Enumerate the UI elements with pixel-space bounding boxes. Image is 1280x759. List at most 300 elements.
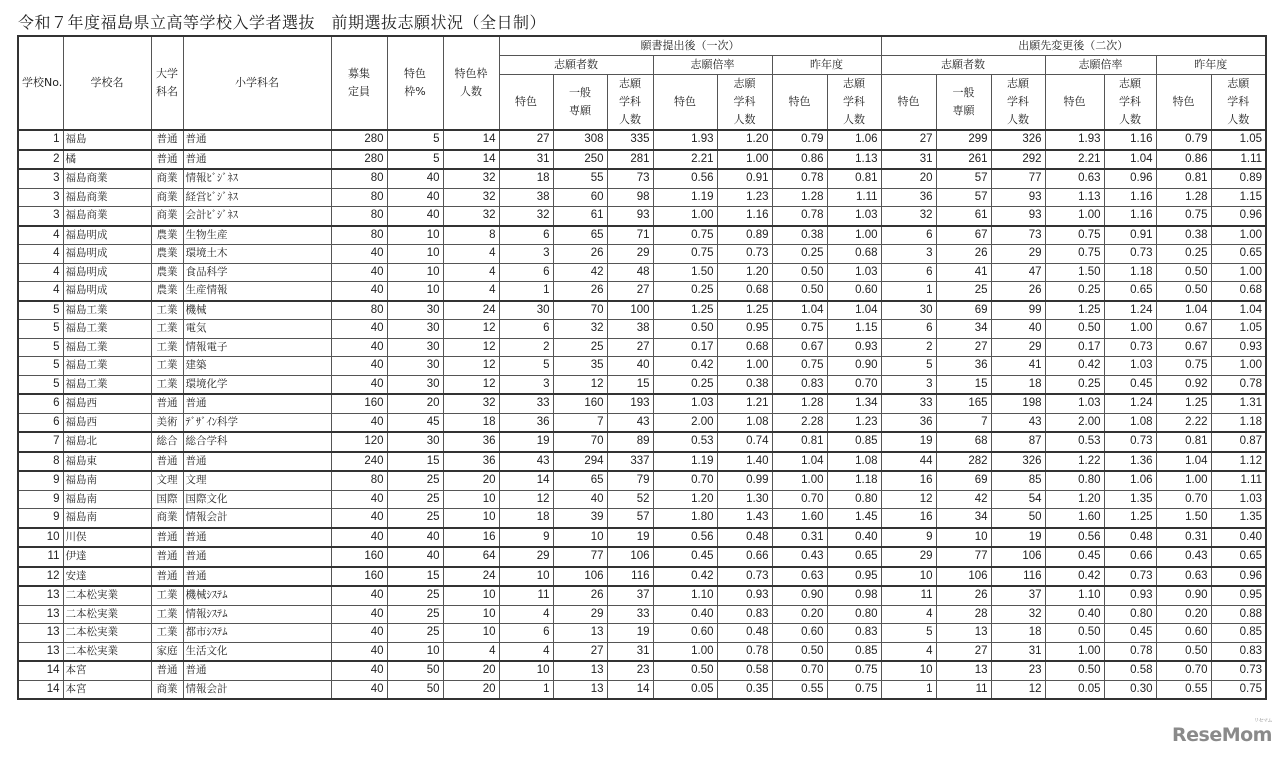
cell-p2-last-total: 1.31 xyxy=(1211,394,1266,413)
cell-p2-ratio-tokushoku: 0.45 xyxy=(1045,547,1104,567)
cell-school-name: 福島明成 xyxy=(63,226,151,245)
cell-p1-ratio-tokushoku: 0.70 xyxy=(653,471,717,490)
cell-capacity: 160 xyxy=(331,394,387,413)
cell-minor-dept: 普通 xyxy=(183,661,331,680)
cell-p2-ratio-tokushoku: 0.25 xyxy=(1045,375,1104,394)
cell-capacity: 280 xyxy=(331,130,387,150)
cell-p1-last-tokushoku: 0.75 xyxy=(772,320,827,339)
cell-p2-total: 198 xyxy=(991,394,1045,413)
cell-p2-general: 26 xyxy=(936,586,991,605)
cell-school-name: 福島工業 xyxy=(63,320,151,339)
cell-tokushoku-count: 32 xyxy=(443,169,499,188)
subheader-general-2-1: 一般 専願 xyxy=(936,75,991,131)
cell-p2-ratio-tokushoku: 1.22 xyxy=(1045,452,1104,472)
cell-p2-last-total: 1.11 xyxy=(1211,471,1266,490)
cell-p2-last-tokushoku: 0.75 xyxy=(1156,357,1211,376)
cell-p2-tokushoku: 5 xyxy=(881,624,936,643)
cell-p2-last-tokushoku: 0.25 xyxy=(1156,245,1211,264)
cell-p1-general: 308 xyxy=(553,130,607,150)
cell-p1-ratio-tokushoku: 1.93 xyxy=(653,130,717,150)
cell-p1-total: 19 xyxy=(607,528,653,548)
cell-p1-tokushoku: 36 xyxy=(499,413,553,432)
cell-tokushoku-count: 18 xyxy=(443,413,499,432)
cell-p1-general: 25 xyxy=(553,338,607,357)
cell-p1-last-total: 0.90 xyxy=(827,357,881,376)
cell-p1-ratio-tokushoku: 0.60 xyxy=(653,624,717,643)
cell-school-name: 福島明成 xyxy=(63,282,151,301)
header-capacity: 募集 定員 xyxy=(331,36,387,130)
cell-p2-last-tokushoku: 0.50 xyxy=(1156,642,1211,661)
cell-p2-last-total: 0.89 xyxy=(1211,169,1266,188)
cell-p1-last-tokushoku: 0.50 xyxy=(772,282,827,301)
cell-p2-tokushoku: 4 xyxy=(881,642,936,661)
cell-minor-dept: 情報電子 xyxy=(183,338,331,357)
cell-school-no: 3 xyxy=(18,188,63,207)
cell-p2-ratio-total: 0.45 xyxy=(1104,624,1156,643)
cell-p2-total: 47 xyxy=(991,263,1045,282)
cell-p1-general: 40 xyxy=(553,490,607,509)
cell-p1-tokushoku: 2 xyxy=(499,338,553,357)
cell-p1-last-total: 0.98 xyxy=(827,586,881,605)
cell-p1-total: 93 xyxy=(607,207,653,226)
cell-p1-ratio-total: 0.93 xyxy=(717,586,772,605)
cell-p1-general: 13 xyxy=(553,624,607,643)
cell-p1-general: 29 xyxy=(553,605,607,624)
cell-p1-ratio-tokushoku: 1.20 xyxy=(653,490,717,509)
cell-p2-last-tokushoku: 0.67 xyxy=(1156,338,1211,357)
cell-p1-last-total: 0.85 xyxy=(827,432,881,452)
cell-p2-ratio-total: 0.73 xyxy=(1104,567,1156,587)
cell-p1-general: 10 xyxy=(553,528,607,548)
cell-p1-tokushoku: 4 xyxy=(499,642,553,661)
cell-major-dept: 普通 xyxy=(151,150,183,170)
cell-p1-ratio-total: 1.30 xyxy=(717,490,772,509)
table-row xyxy=(18,150,1266,170)
cell-tokushoku-count: 4 xyxy=(443,245,499,264)
cell-p1-total: 116 xyxy=(607,567,653,587)
cell-p1-last-tokushoku: 0.79 xyxy=(772,130,827,150)
cell-p1-ratio-tokushoku: 1.00 xyxy=(653,207,717,226)
cell-p1-tokushoku: 18 xyxy=(499,509,553,528)
table-row xyxy=(18,394,1266,413)
table-row xyxy=(18,452,1266,472)
cell-tokushoku-count: 12 xyxy=(443,338,499,357)
cell-p2-ratio-tokushoku: 0.05 xyxy=(1045,680,1104,699)
cell-p1-tokushoku: 6 xyxy=(499,320,553,339)
cell-capacity: 80 xyxy=(331,226,387,245)
cell-minor-dept: 普通 xyxy=(183,150,331,170)
table-row xyxy=(18,567,1266,587)
cell-p2-total: 50 xyxy=(991,509,1045,528)
cell-school-name: 福島商業 xyxy=(63,169,151,188)
cell-p1-last-tokushoku: 0.63 xyxy=(772,567,827,587)
cell-tokushoku-count: 36 xyxy=(443,432,499,452)
cell-p2-tokushoku: 6 xyxy=(881,320,936,339)
cell-p2-last-tokushoku: 0.92 xyxy=(1156,375,1211,394)
cell-minor-dept: 都市ｼｽﾃﾑ xyxy=(183,624,331,643)
cell-p2-last-total: 0.78 xyxy=(1211,375,1266,394)
cell-p1-last-tokushoku: 0.20 xyxy=(772,605,827,624)
cell-p2-total: 54 xyxy=(991,490,1045,509)
cell-p2-general: 42 xyxy=(936,490,991,509)
subheader-dept-total-2-4: 志願 学科 人数 xyxy=(1104,75,1156,131)
cell-tokushoku-count: 32 xyxy=(443,188,499,207)
cell-major-dept: 普通 xyxy=(151,130,183,150)
cell-p1-tokushoku: 31 xyxy=(499,150,553,170)
cell-p2-ratio-total: 1.16 xyxy=(1104,130,1156,150)
page-title: 令和７年度福島県立高等学校入学者選抜 前期選抜志願状況（全日制） xyxy=(18,13,547,32)
cell-tokushoku-pct: 5 xyxy=(387,130,443,150)
cell-p2-last-tokushoku: 0.50 xyxy=(1156,282,1211,301)
cell-p2-tokushoku: 32 xyxy=(881,207,936,226)
cell-major-dept: 工業 xyxy=(151,624,183,643)
cell-p1-ratio-total: 1.43 xyxy=(717,509,772,528)
cell-p2-total: 26 xyxy=(991,282,1045,301)
cell-p2-ratio-tokushoku: 0.50 xyxy=(1045,624,1104,643)
cell-p1-ratio-total: 0.73 xyxy=(717,567,772,587)
cell-p1-ratio-total: 0.68 xyxy=(717,282,772,301)
cell-p2-total: 40 xyxy=(991,320,1045,339)
cell-major-dept: 商業 xyxy=(151,680,183,699)
cell-p2-total: 41 xyxy=(991,357,1045,376)
cell-p1-ratio-total: 0.83 xyxy=(717,605,772,624)
cell-school-no: 1 xyxy=(18,130,63,150)
cell-p2-general: 36 xyxy=(936,357,991,376)
cell-school-no: 3 xyxy=(18,207,63,226)
cell-p2-ratio-tokushoku: 0.50 xyxy=(1045,661,1104,680)
cell-school-no: 2 xyxy=(18,150,63,170)
cell-p2-last-tokushoku: 1.50 xyxy=(1156,509,1211,528)
cell-p2-ratio-tokushoku: 0.25 xyxy=(1045,282,1104,301)
cell-p2-last-total: 1.12 xyxy=(1211,452,1266,472)
cell-school-no: 4 xyxy=(18,282,63,301)
cell-p2-last-total: 0.95 xyxy=(1211,586,1266,605)
cell-p2-last-total: 1.05 xyxy=(1211,320,1266,339)
cell-p2-ratio-tokushoku: 2.21 xyxy=(1045,150,1104,170)
cell-minor-dept: 文理 xyxy=(183,471,331,490)
cell-p2-general: 26 xyxy=(936,245,991,264)
cell-major-dept: 商業 xyxy=(151,207,183,226)
cell-p2-last-tokushoku: 1.00 xyxy=(1156,471,1211,490)
cell-tokushoku-pct: 10 xyxy=(387,245,443,264)
cell-p2-last-tokushoku: 1.25 xyxy=(1156,394,1211,413)
cell-p2-ratio-total: 1.24 xyxy=(1104,301,1156,320)
cell-p1-tokushoku: 6 xyxy=(499,263,553,282)
cell-p2-ratio-tokushoku: 0.53 xyxy=(1045,432,1104,452)
cell-tokushoku-pct: 30 xyxy=(387,357,443,376)
cell-major-dept: 農業 xyxy=(151,226,183,245)
cell-tokushoku-pct: 40 xyxy=(387,188,443,207)
cell-p1-last-tokushoku: 0.50 xyxy=(772,263,827,282)
cell-tokushoku-count: 14 xyxy=(443,130,499,150)
cell-p2-general: 165 xyxy=(936,394,991,413)
cell-minor-dept: 会計ﾋﾞｼﾞﾈｽ xyxy=(183,207,331,226)
cell-p1-ratio-total: 0.89 xyxy=(717,226,772,245)
cell-school-no: 5 xyxy=(18,357,63,376)
table-row xyxy=(18,357,1266,376)
table-row xyxy=(18,169,1266,188)
subheader-dept-total-2-2: 志願 学科 人数 xyxy=(991,75,1045,131)
table-row xyxy=(18,338,1266,357)
cell-p2-ratio-total: 1.24 xyxy=(1104,394,1156,413)
cell-p1-ratio-tokushoku: 0.42 xyxy=(653,357,717,376)
header-ratio-2: 志願倍率 xyxy=(1045,56,1156,75)
cell-p2-tokushoku: 6 xyxy=(881,263,936,282)
cell-p2-ratio-total: 0.73 xyxy=(1104,245,1156,264)
cell-p1-total: 335 xyxy=(607,130,653,150)
table-row xyxy=(18,226,1266,245)
cell-p1-tokushoku: 10 xyxy=(499,567,553,587)
cell-p1-ratio-tokushoku: 0.25 xyxy=(653,375,717,394)
cell-p1-ratio-total: 0.91 xyxy=(717,169,772,188)
cell-school-no: 6 xyxy=(18,413,63,432)
table-row xyxy=(18,680,1266,699)
cell-school-no: 13 xyxy=(18,605,63,624)
cell-school-no: 4 xyxy=(18,226,63,245)
cell-p1-general: 60 xyxy=(553,188,607,207)
cell-p1-last-total: 1.03 xyxy=(827,207,881,226)
cell-p2-total: 37 xyxy=(991,586,1045,605)
cell-school-name: 本宮 xyxy=(63,661,151,680)
cell-school-name: 二本松実業 xyxy=(63,605,151,624)
cell-p2-ratio-tokushoku: 0.42 xyxy=(1045,567,1104,587)
cell-p2-last-total: 1.18 xyxy=(1211,413,1266,432)
cell-p2-tokushoku: 9 xyxy=(881,528,936,548)
cell-p2-last-tokushoku: 0.43 xyxy=(1156,547,1211,567)
cell-p2-tokushoku: 5 xyxy=(881,357,936,376)
cell-p2-ratio-total: 1.16 xyxy=(1104,188,1156,207)
cell-p2-last-total: 1.15 xyxy=(1211,188,1266,207)
cell-tokushoku-count: 24 xyxy=(443,301,499,320)
cell-p2-general: 27 xyxy=(936,642,991,661)
cell-p2-ratio-total: 0.45 xyxy=(1104,375,1156,394)
cell-major-dept: 工業 xyxy=(151,338,183,357)
cell-p2-last-total: 1.04 xyxy=(1211,301,1266,320)
cell-school-no: 12 xyxy=(18,567,63,587)
cell-p1-ratio-tokushoku: 0.75 xyxy=(653,226,717,245)
cell-p1-last-tokushoku: 1.04 xyxy=(772,452,827,472)
cell-p2-last-total: 1.05 xyxy=(1211,130,1266,150)
cell-p2-total: 326 xyxy=(991,452,1045,472)
cell-p2-last-tokushoku: 0.31 xyxy=(1156,528,1211,548)
cell-school-no: 7 xyxy=(18,432,63,452)
cell-minor-dept: 情報ﾋﾞｼﾞﾈｽ xyxy=(183,169,331,188)
cell-major-dept: 普通 xyxy=(151,661,183,680)
cell-p1-tokushoku: 27 xyxy=(499,130,553,150)
cell-p2-tokushoku: 29 xyxy=(881,547,936,567)
cell-p2-last-tokushoku: 1.04 xyxy=(1156,301,1211,320)
cell-p1-general: 65 xyxy=(553,471,607,490)
cell-p1-ratio-total: 1.16 xyxy=(717,207,772,226)
cell-school-name: 福島西 xyxy=(63,394,151,413)
cell-p1-tokushoku: 33 xyxy=(499,394,553,413)
cell-p2-total: 73 xyxy=(991,226,1045,245)
table-row xyxy=(18,586,1266,605)
cell-p2-total: 29 xyxy=(991,245,1045,264)
logo-text: ReseMom xyxy=(1172,724,1272,746)
cell-p1-general: 39 xyxy=(553,509,607,528)
cell-p2-general: 25 xyxy=(936,282,991,301)
cell-minor-dept: 普通 xyxy=(183,567,331,587)
cell-p1-total: 48 xyxy=(607,263,653,282)
cell-minor-dept: 建築 xyxy=(183,357,331,376)
table-row xyxy=(18,282,1266,301)
cell-p2-ratio-tokushoku: 0.56 xyxy=(1045,528,1104,548)
cell-p1-ratio-total: 0.74 xyxy=(717,432,772,452)
cell-p1-last-tokushoku: 0.70 xyxy=(772,661,827,680)
cell-p1-last-total: 1.34 xyxy=(827,394,881,413)
table-row xyxy=(18,188,1266,207)
cell-p2-total: 106 xyxy=(991,547,1045,567)
cell-p1-tokushoku: 19 xyxy=(499,432,553,452)
cell-capacity: 40 xyxy=(331,490,387,509)
table-row xyxy=(18,432,1266,452)
cell-tokushoku-pct: 40 xyxy=(387,207,443,226)
cell-p1-ratio-tokushoku: 1.10 xyxy=(653,586,717,605)
subheader-dept-total-2-6: 志願 学科 人数 xyxy=(1211,75,1266,131)
cell-p1-ratio-tokushoku: 0.05 xyxy=(653,680,717,699)
table-row xyxy=(18,490,1266,509)
cell-p2-ratio-tokushoku: 0.42 xyxy=(1045,357,1104,376)
cell-tokushoku-count: 36 xyxy=(443,452,499,472)
cell-p1-ratio-total: 1.40 xyxy=(717,452,772,472)
cell-p1-last-total: 0.81 xyxy=(827,169,881,188)
cell-school-no: 4 xyxy=(18,245,63,264)
table-row xyxy=(18,301,1266,320)
cell-p2-general: 41 xyxy=(936,263,991,282)
cell-p1-ratio-total: 0.48 xyxy=(717,528,772,548)
cell-p2-tokushoku: 36 xyxy=(881,188,936,207)
cell-p1-total: 79 xyxy=(607,471,653,490)
cell-p1-last-total: 1.15 xyxy=(827,320,881,339)
cell-p2-ratio-total: 0.93 xyxy=(1104,586,1156,605)
cell-minor-dept: 機械ｼｽﾃﾑ xyxy=(183,586,331,605)
cell-p1-ratio-total: 1.20 xyxy=(717,130,772,150)
cell-p2-general: 27 xyxy=(936,338,991,357)
cell-tokushoku-count: 20 xyxy=(443,471,499,490)
cell-major-dept: 農業 xyxy=(151,245,183,264)
cell-tokushoku-pct: 45 xyxy=(387,413,443,432)
cell-p1-last-total: 1.00 xyxy=(827,226,881,245)
cell-capacity: 40 xyxy=(331,528,387,548)
cell-p2-total: 23 xyxy=(991,661,1045,680)
cell-capacity: 40 xyxy=(331,357,387,376)
cell-p1-tokushoku: 32 xyxy=(499,207,553,226)
cell-p1-general: 55 xyxy=(553,169,607,188)
cell-p1-general: 27 xyxy=(553,642,607,661)
cell-school-no: 9 xyxy=(18,509,63,528)
cell-p1-total: 14 xyxy=(607,680,653,699)
cell-p2-total: 12 xyxy=(991,680,1045,699)
cell-p1-tokushoku: 43 xyxy=(499,452,553,472)
cell-p2-tokushoku: 12 xyxy=(881,490,936,509)
cell-p2-ratio-total: 0.73 xyxy=(1104,432,1156,452)
cell-p2-last-tokushoku: 1.28 xyxy=(1156,188,1211,207)
cell-capacity: 40 xyxy=(331,245,387,264)
cell-p2-ratio-total: 0.78 xyxy=(1104,642,1156,661)
cell-p1-ratio-total: 1.20 xyxy=(717,263,772,282)
cell-p1-total: 57 xyxy=(607,509,653,528)
cell-p1-ratio-tokushoku: 1.19 xyxy=(653,188,717,207)
cell-major-dept: 工業 xyxy=(151,375,183,394)
cell-p1-last-tokushoku: 0.25 xyxy=(772,245,827,264)
cell-p2-general: 69 xyxy=(936,471,991,490)
cell-p1-last-tokushoku: 2.28 xyxy=(772,413,827,432)
cell-minor-dept: 情報ｼｽﾃﾑ xyxy=(183,605,331,624)
cell-p2-tokushoku: 3 xyxy=(881,375,936,394)
cell-minor-dept: 情報会計 xyxy=(183,680,331,699)
cell-p1-ratio-tokushoku: 0.45 xyxy=(653,547,717,567)
cell-capacity: 40 xyxy=(331,605,387,624)
table-row xyxy=(18,263,1266,282)
table-row xyxy=(18,375,1266,394)
table-row xyxy=(18,413,1266,432)
cell-p1-last-total: 1.04 xyxy=(827,301,881,320)
cell-tokushoku-pct: 25 xyxy=(387,605,443,624)
cell-p2-ratio-tokushoku: 1.20 xyxy=(1045,490,1104,509)
cell-p2-last-total: 0.65 xyxy=(1211,245,1266,264)
cell-p1-ratio-tokushoku: 1.19 xyxy=(653,452,717,472)
cell-p2-ratio-total: 1.03 xyxy=(1104,357,1156,376)
cell-tokushoku-pct: 10 xyxy=(387,226,443,245)
cell-school-name: 二本松実業 xyxy=(63,642,151,661)
table-row xyxy=(18,245,1266,264)
cell-p2-ratio-total: 0.66 xyxy=(1104,547,1156,567)
cell-p1-last-total: 0.75 xyxy=(827,680,881,699)
cell-p1-general: 13 xyxy=(553,661,607,680)
cell-p2-ratio-total: 0.80 xyxy=(1104,605,1156,624)
cell-p2-ratio-total: 0.73 xyxy=(1104,338,1156,357)
cell-p2-tokushoku: 11 xyxy=(881,586,936,605)
cell-p1-general: 70 xyxy=(553,432,607,452)
table-row xyxy=(18,528,1266,548)
cell-school-name: 伊達 xyxy=(63,547,151,567)
cell-p1-general: 250 xyxy=(553,150,607,170)
cell-school-name: 福島工業 xyxy=(63,357,151,376)
cell-tokushoku-pct: 15 xyxy=(387,567,443,587)
cell-tokushoku-pct: 20 xyxy=(387,394,443,413)
cell-p2-tokushoku: 1 xyxy=(881,282,936,301)
cell-p1-ratio-tokushoku: 0.50 xyxy=(653,661,717,680)
cell-school-name: 福島商業 xyxy=(63,188,151,207)
cell-p1-general: 42 xyxy=(553,263,607,282)
cell-capacity: 80 xyxy=(331,169,387,188)
cell-major-dept: 普通 xyxy=(151,528,183,548)
cell-school-no: 10 xyxy=(18,528,63,548)
cell-p2-general: 261 xyxy=(936,150,991,170)
cell-p1-last-tokushoku: 0.55 xyxy=(772,680,827,699)
table-row xyxy=(18,207,1266,226)
table-row xyxy=(18,130,1266,150)
cell-minor-dept: 生産情報 xyxy=(183,282,331,301)
cell-p2-general: 57 xyxy=(936,188,991,207)
cell-p2-ratio-total: 1.25 xyxy=(1104,509,1156,528)
cell-p2-ratio-total: 0.65 xyxy=(1104,282,1156,301)
cell-p1-ratio-tokushoku: 0.50 xyxy=(653,320,717,339)
cell-capacity: 40 xyxy=(331,586,387,605)
cell-p2-tokushoku: 33 xyxy=(881,394,936,413)
cell-p2-general: 69 xyxy=(936,301,991,320)
cell-capacity: 40 xyxy=(331,263,387,282)
cell-p2-total: 43 xyxy=(991,413,1045,432)
subheader-dept-total-1-2: 志願 学科 人数 xyxy=(607,75,653,131)
cell-p1-last-tokushoku: 1.28 xyxy=(772,394,827,413)
cell-capacity: 80 xyxy=(331,188,387,207)
cell-tokushoku-pct: 25 xyxy=(387,471,443,490)
cell-p1-last-tokushoku: 0.86 xyxy=(772,150,827,170)
cell-p1-last-tokushoku: 0.78 xyxy=(772,207,827,226)
cell-p1-ratio-tokushoku: 1.50 xyxy=(653,263,717,282)
